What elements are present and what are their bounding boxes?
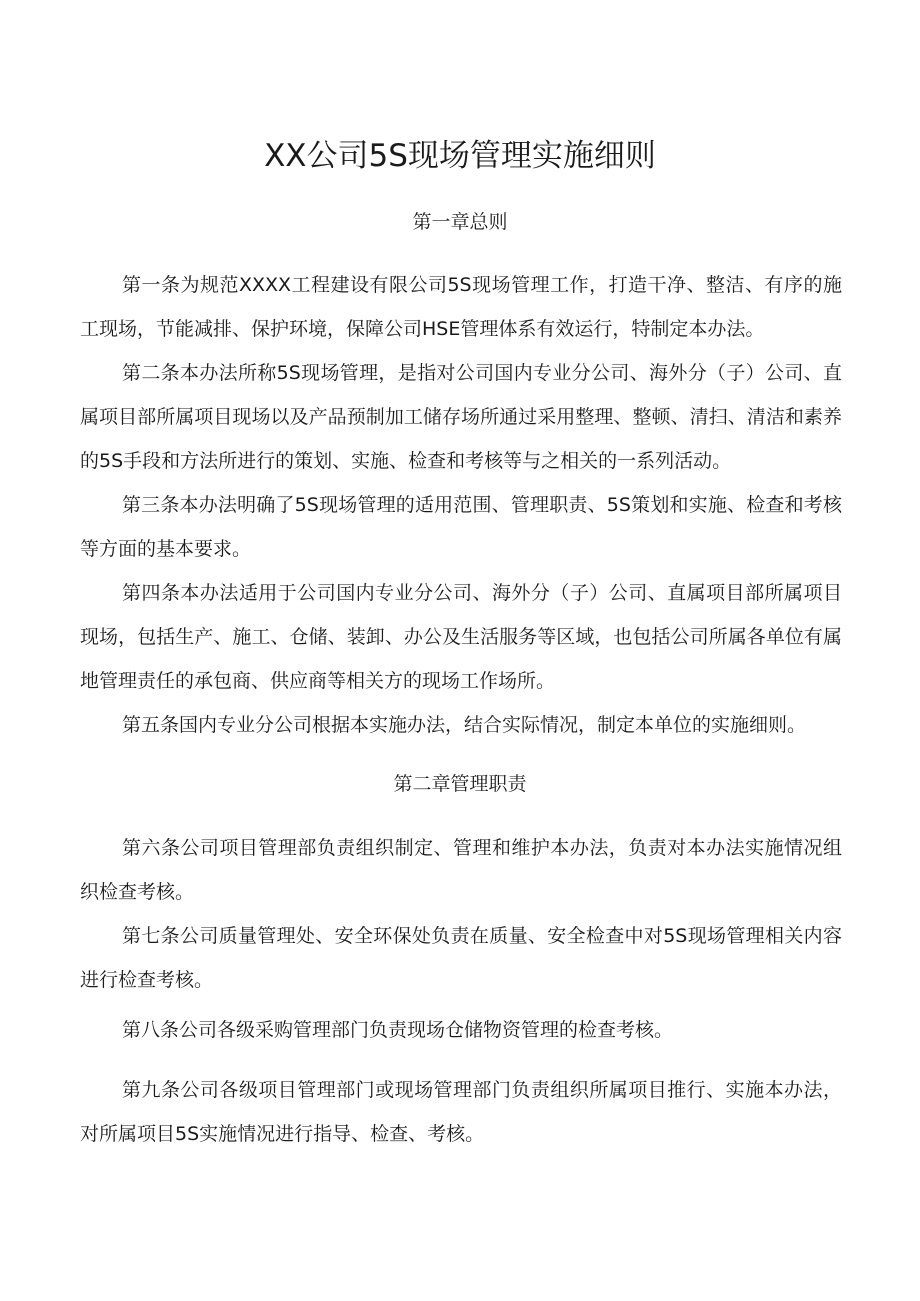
chapter-heading-1: 第一章总则 bbox=[412, 211, 508, 233]
article-6: 第六条公司项目管理部负责组织制定、管理和维护本办法，负责对本办法实施情况组织检查考核。 bbox=[80, 837, 842, 903]
article-9: 第九条公司各级项目管理部门或现场管理部门负责组织所属项目推行、实施本办法，对所属项目5S实施情况进行指导、检查、考核。 bbox=[80, 1079, 842, 1145]
article-5: 第五条国内专业分公司根据本实施办法，结合实际情况，制定本单位的实施细则。 bbox=[122, 714, 807, 736]
article-1: 第一条为规范XXXX工程建设有限公司5S现场管理工作，打造干净、整洁、有序的施工现场，节能减排、保护环境，保障公司HSE管理体系有效运行，特制定本办法。 bbox=[80, 274, 842, 340]
article-2: 第二条本办法所称5S现场管理，是指对公司国内专业分公司、海外分（子）公司、直属项目部所属项目现场以及产品预制加工储存场所通过采用整理、整顿、清扫、清洁和素养的5S手段和方法所进行的策划、实施、检查和考核等与之相关的一系列活动。 bbox=[80, 362, 842, 472]
article-3: 第三条本办法明确了5S现场管理的适用范围、管理职责、5S策划和实施、检查和考核等方面的基本要求。 bbox=[80, 494, 842, 560]
article-8: 第八条公司各级采购管理部门负责现场仓储物资管理的检查考核。 bbox=[122, 1019, 674, 1041]
article-7: 第七条公司质量管理处、安全环保处负责在质量、安全检查中对5S现场管理相关内容进行检查考核。 bbox=[80, 925, 842, 991]
chapter-heading-2: 第二章管理职责 bbox=[393, 773, 527, 795]
document-title: XX公司5S现场管理实施细则 bbox=[264, 138, 656, 174]
article-4: 第四条本办法适用于公司国内专业分公司、海外分（子）公司、直属项目部所属项目现场，包括生产、施工、仓储、装卸、办公及生活服务等区域，也包括公司所属各单位有属地管理责任的承包商、供应商等相关方的现场工作场所。 bbox=[80, 582, 842, 692]
